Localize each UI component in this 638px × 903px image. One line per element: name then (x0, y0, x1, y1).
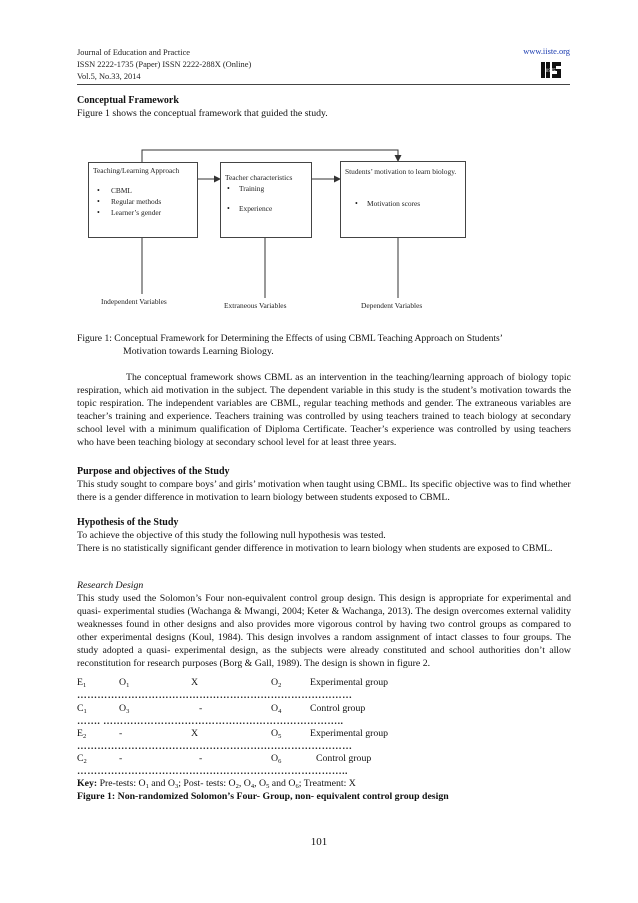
treatment-cell: X (191, 728, 199, 739)
box2-item-experience: Experience (239, 204, 273, 213)
box1-item-cbml: CBML (111, 186, 132, 195)
group-label: Experimental group (310, 677, 389, 688)
bullet-icon: • (97, 186, 100, 195)
bullet-icon: • (97, 208, 100, 217)
page-number: 101 (310, 836, 328, 848)
bullet-icon: • (355, 199, 358, 208)
independent-variables-box (88, 162, 198, 238)
group-cell: $E_2$ (77, 728, 87, 740)
figure1-caption-line1: Figure 1: Conceptual Framework for Determining the Effects of using CBML Teaching Approach on Students’ (77, 333, 503, 344)
bullet-icon: • (97, 197, 100, 206)
bullet-icon: • (227, 184, 230, 193)
dependent-variables-label: Dependent Variables (361, 301, 423, 310)
treatment-cell: X (191, 677, 199, 688)
box1-item-gender: Learner’s gender (111, 208, 162, 217)
conceptual-framework-paragraph: The conceptual framework shows CBML as an intervention in the teaching/learning approach of biology topic respiration, which aid motivation in the subject. The dependent variable in this study is the student’s motivation towards the topic respiration. The independent variables are CBML, regular teaching methods and gender. The extraneous variables are teacher’s training and experience. Teachers training was controlled by using teachers trained to teach biology at secondary school level with a minimum qualification of Diploma Certificate. Teacher’s experience was controlled by using teachers who have been teaching biology at secondary school level for at least three years. (77, 372, 571, 448)
conceptual-framework-heading: Conceptual Framework (77, 95, 179, 106)
hypothesis-heading: Hypothesis of the Study (77, 517, 179, 528)
hypothesis-statement: There is no statistically significant gender difference in motivation to learn biology when students are exposed to CBML. (77, 543, 553, 554)
divider-dots: …………………………………………………………………….. (77, 766, 348, 777)
pretest-cell: - (119, 728, 123, 739)
box1-title: Teaching/Learning Approach (93, 166, 180, 175)
extraneous-variables-label: Extraneous Variables (224, 301, 287, 310)
pretest-cell: $O_1$ (119, 677, 130, 689)
figure1-caption-line2: Motivation towards Learning Biology. (123, 346, 274, 357)
journal-volume: Vol.5, No.33, 2014 (77, 72, 141, 81)
independent-variables-label: Independent Variables (101, 297, 167, 306)
purpose-heading: Purpose and objectives of the Study (77, 466, 230, 477)
pretest-cell: - (119, 753, 123, 764)
group-label: Control group (310, 703, 366, 714)
posttest-cell: $O_4$ (271, 703, 282, 715)
hypothesis-intro: To achieve the objective of this study the following null hypothesis was tested. (77, 530, 386, 541)
journal-issn: ISSN 2222-1735 (Paper) ISSN 2222-288X (Online) (77, 60, 252, 69)
divider-dots: ……………………………………………………………………… (77, 690, 353, 701)
key-label: Key: (77, 778, 98, 789)
design-key: Key: Pre-tests: $O_1$ and $O_3$; Post- tests: $O_2$, $O_4$, $O_5$ and $O_6$; Treatment: X (77, 778, 356, 790)
journal-url-link[interactable]: www.iiste.org (523, 47, 570, 56)
box2-title: Teacher characteristics (225, 173, 293, 182)
research-design-heading: Research Design (77, 580, 144, 591)
pretest-cell: $O_3$ (119, 703, 130, 715)
figure-intro-text: Figure 1 shows the conceptual framework that guided the study. (77, 108, 328, 119)
research-design-text: This study used the Solomon’s Four non-equivalent control group design. This design is appropriate for experimental and quasi- experimental studies (Wachanga & Mwangi, 2004; Keter & Wachanga, 2013). The design overcomes external validity weaknesses found in other designs and also provides more vigorous control by having two control groups as compared to other experimental designs (Koul, 1984). This design involves a random assignment of intact classes to four groups. The study adopted a quasi- experimental design, as the subjects were already constituted and school authorities don’t allow reconstitution for research purposes (Borg & Gall, 1989). The design is shown in figure 2. (77, 593, 571, 669)
box3-title: Students’ motivation to learn biology. (345, 167, 457, 176)
box1-item-regular-methods: Regular methods (111, 197, 162, 206)
group-cell: $C_2$ (77, 753, 87, 765)
dependent-variables-box (340, 161, 466, 238)
treatment-cell: - (199, 753, 203, 764)
posttest-cell: $O_5$ (271, 728, 282, 740)
posttest-cell: $O_2$ (271, 677, 282, 689)
purpose-text: This study sought to compare boys’ and girls’ motivation when taught using CBML. Its specific objective was to find whether there is a gender difference in motivation to learn biology between students exposed to CBML. (77, 479, 571, 503)
group-cell: $E_1$ (77, 677, 87, 689)
group-label: Experimental group (310, 728, 389, 739)
posttest-cell: $O_6$ (271, 753, 282, 765)
extraneous-variables-box (220, 162, 312, 238)
figure2-caption: Figure 1: Non-randomized Solomon’s Four- Group, non- equivalent control group design (77, 791, 449, 802)
journal-name: Journal of Education and Practice (77, 48, 191, 57)
divider-dots: ……. …………………………………………………………….. (77, 716, 344, 727)
group-label: Control group (316, 753, 372, 764)
divider-dots: ……………………………………………………………………… (77, 741, 353, 752)
treatment-cell: - (199, 703, 203, 714)
logo-text: IISTE (546, 68, 556, 73)
bullet-icon: • (227, 204, 230, 213)
group-cell: $C_1$ (77, 703, 87, 715)
box3-item-motivation-scores: Motivation scores (367, 199, 421, 208)
box2-item-training: Training (239, 184, 265, 193)
